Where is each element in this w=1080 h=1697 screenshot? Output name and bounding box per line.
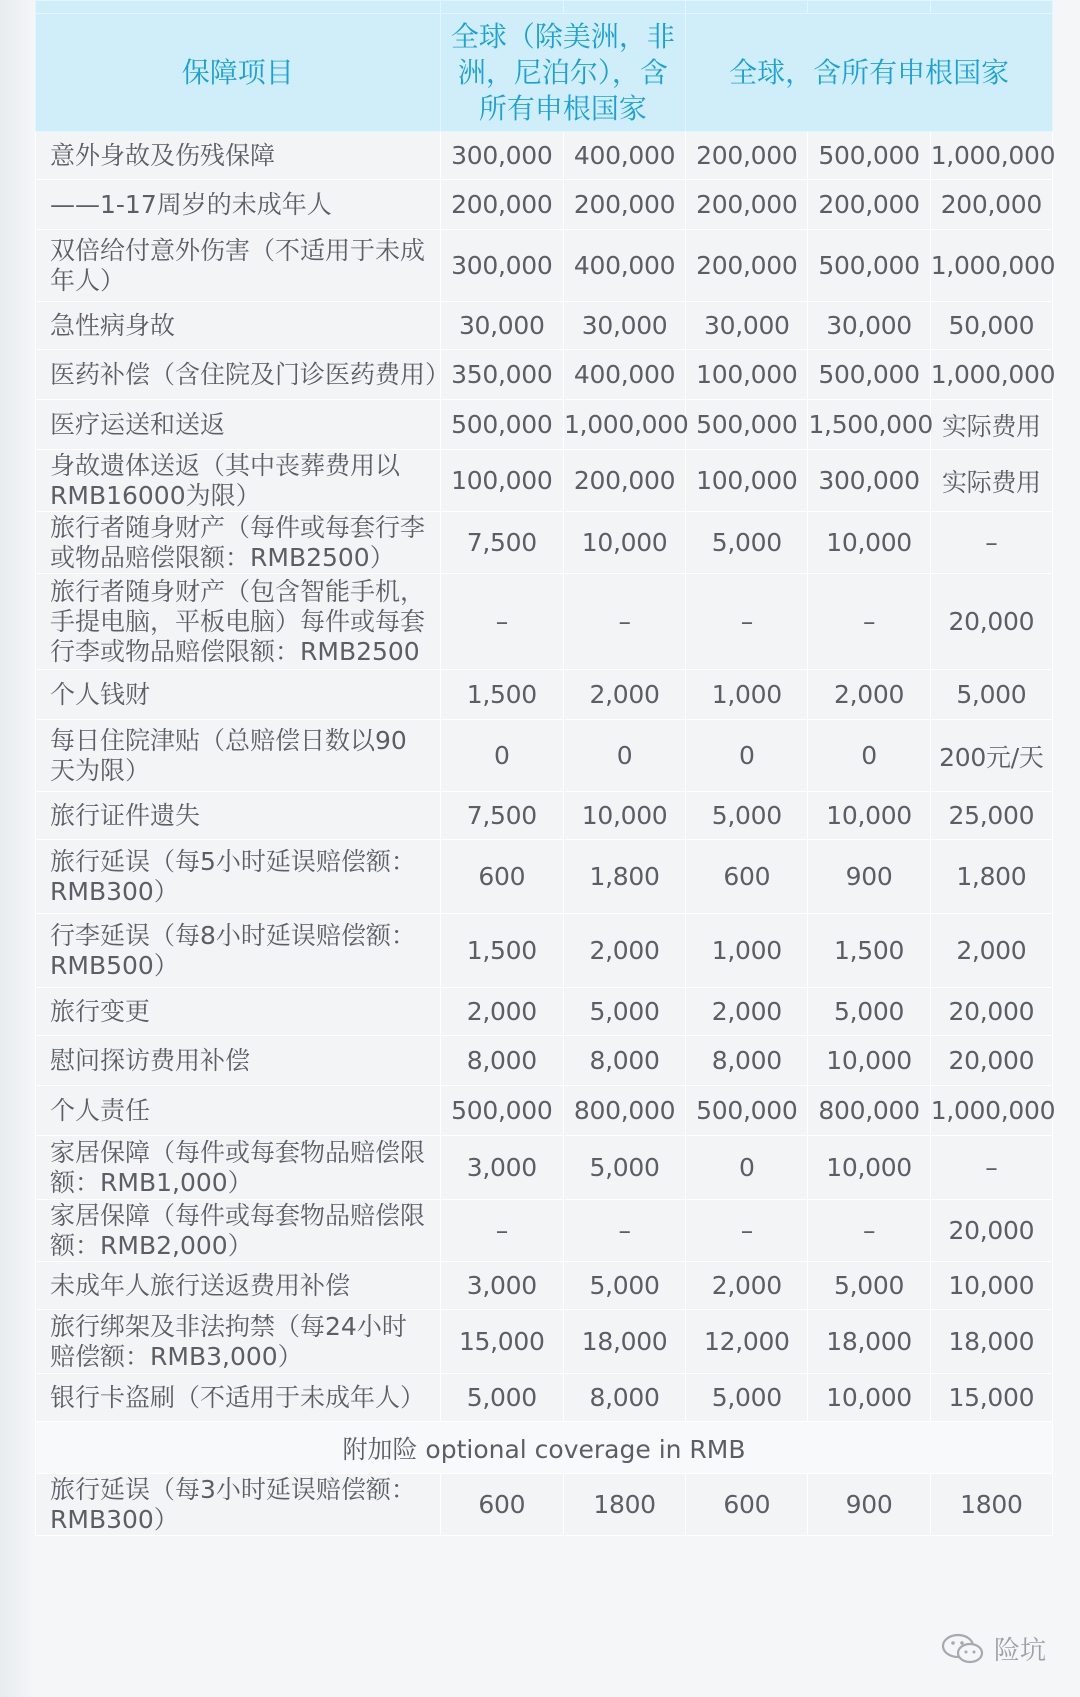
cell: – bbox=[808, 1200, 930, 1262]
cell: 5,000 bbox=[686, 512, 808, 574]
cell: 8,000 bbox=[440, 1036, 563, 1086]
cell: 600 bbox=[686, 1474, 808, 1536]
cell: – bbox=[930, 1136, 1052, 1200]
row-label: 身故遗体送返（其中丧葬费用以RMB16000为限） bbox=[36, 450, 441, 512]
table-row bbox=[36, 1136, 1053, 1200]
cell: – bbox=[563, 574, 685, 670]
cell: 5,000 bbox=[686, 792, 808, 840]
cell: 实际费用 bbox=[930, 450, 1052, 512]
row-label: 意外身故及伤残保障 bbox=[36, 132, 441, 180]
cell: 200,000 bbox=[440, 180, 563, 230]
cell: 1,500 bbox=[440, 670, 563, 720]
cell: 1,000,000 bbox=[563, 400, 685, 450]
cell: 10,000 bbox=[808, 1374, 930, 1422]
cell: 10,000 bbox=[930, 1262, 1052, 1310]
table-row bbox=[36, 302, 1053, 350]
table-row bbox=[36, 512, 1053, 574]
cell: – bbox=[930, 512, 1052, 574]
header-region-1: 全球（除美洲，非洲，尼泊尔），含所有申根国家 bbox=[440, 14, 686, 132]
cell: 600 bbox=[686, 840, 808, 914]
cell: 5,000 bbox=[686, 1374, 808, 1422]
table-row bbox=[36, 792, 1053, 840]
cell: 2,000 bbox=[563, 670, 685, 720]
cell: 0 bbox=[808, 720, 930, 792]
cell: 0 bbox=[563, 720, 685, 792]
wechat-icon bbox=[940, 1632, 986, 1666]
cell: 800,000 bbox=[563, 1086, 685, 1136]
table-row bbox=[36, 400, 1053, 450]
cell: 200元/天 bbox=[930, 720, 1052, 792]
cell: 20,000 bbox=[930, 1036, 1052, 1086]
cell: 200,000 bbox=[686, 132, 808, 180]
cell: 200,000 bbox=[686, 230, 808, 302]
cell: 1,000,000 bbox=[930, 1086, 1052, 1136]
cell: 30,000 bbox=[808, 302, 930, 350]
table-row bbox=[36, 1310, 1053, 1374]
watermark-text: 险坑 bbox=[994, 1636, 1047, 1666]
cell: – bbox=[440, 574, 563, 670]
watermark bbox=[940, 1630, 1046, 1667]
table-row bbox=[36, 574, 1053, 670]
cell: – bbox=[563, 1200, 685, 1262]
cell: 10,000 bbox=[563, 512, 685, 574]
cell: 8,000 bbox=[686, 1036, 808, 1086]
cell: 18,000 bbox=[930, 1310, 1052, 1374]
cell: 200,000 bbox=[563, 180, 685, 230]
cell: 1800 bbox=[563, 1474, 685, 1536]
row-label: 银行卡盗刷（不适用于未成年人） bbox=[36, 1374, 441, 1422]
cell: 15,000 bbox=[930, 1374, 1052, 1422]
cell: 1,500 bbox=[808, 914, 930, 988]
cell: 500,000 bbox=[808, 350, 930, 400]
row-label: 每日住院津贴（总赔偿日数以90天为限） bbox=[36, 720, 441, 792]
row-label: 医疗运送和送返 bbox=[36, 400, 441, 450]
cell: 15,000 bbox=[440, 1310, 563, 1374]
table-row bbox=[36, 914, 1053, 988]
row-label: 旅行延误（每3小时延误赔偿额：RMB300） bbox=[36, 1474, 441, 1536]
cell: 1,000 bbox=[686, 914, 808, 988]
page-left-shadow bbox=[0, 0, 35, 1697]
cell: 10,000 bbox=[808, 1036, 930, 1086]
row-label: 旅行者随身财产（每件或每套行李或物品赔偿限额：RMB2500） bbox=[36, 512, 441, 574]
table-row bbox=[36, 720, 1053, 792]
cell: 18,000 bbox=[808, 1310, 930, 1374]
table-row bbox=[36, 450, 1053, 512]
row-label: 双倍给付意外伤害（不适用于未成年人） bbox=[36, 230, 441, 302]
cell: 实际费用 bbox=[930, 400, 1052, 450]
row-label: 家居保障（每件或每套物品赔偿限额：RMB2,000） bbox=[36, 1200, 441, 1262]
cell: 100,000 bbox=[440, 450, 563, 512]
header-region-2: 全球，含所有申根国家 bbox=[686, 14, 1053, 132]
cell: 500,000 bbox=[808, 230, 930, 302]
cell: 1,000,000 bbox=[930, 350, 1052, 400]
cell: 900 bbox=[808, 840, 930, 914]
cell: 18,000 bbox=[563, 1310, 685, 1374]
table-row bbox=[36, 670, 1053, 720]
cell: 3,000 bbox=[440, 1262, 563, 1310]
cell: 50,000 bbox=[930, 302, 1052, 350]
table-row bbox=[36, 132, 1053, 180]
cell: 10,000 bbox=[808, 792, 930, 840]
cell: 1,800 bbox=[563, 840, 685, 914]
cell: 30,000 bbox=[686, 302, 808, 350]
row-label: 行李延误（每8小时延误赔偿额：RMB500） bbox=[36, 914, 441, 988]
cell: 200,000 bbox=[808, 180, 930, 230]
cell: 5,000 bbox=[563, 1136, 685, 1200]
table-row bbox=[36, 1374, 1053, 1422]
table-row bbox=[36, 1474, 1053, 1536]
cell: 5,000 bbox=[563, 1262, 685, 1310]
cell: 5,000 bbox=[808, 1262, 930, 1310]
cell: 400,000 bbox=[563, 230, 685, 302]
row-label: 个人钱财 bbox=[36, 670, 441, 720]
table-row bbox=[36, 1200, 1053, 1262]
cell: 20,000 bbox=[930, 1200, 1052, 1262]
cell: 10,000 bbox=[808, 1136, 930, 1200]
cell: 20,000 bbox=[930, 574, 1052, 670]
row-label: 旅行者随身财产（包含智能手机，手提电脑，平板电脑）每件或每套行李或物品赔偿限额：RMB2500 bbox=[36, 574, 441, 670]
cell: 1,500,000 bbox=[808, 400, 930, 450]
cell: 500,000 bbox=[440, 400, 563, 450]
cell: 0 bbox=[440, 720, 563, 792]
cell: 500,000 bbox=[440, 1086, 563, 1136]
cell: 600 bbox=[440, 840, 563, 914]
cell: 300,000 bbox=[440, 230, 563, 302]
row-label: 医药补偿（含住院及门诊医药费用） bbox=[36, 350, 441, 400]
cell: 500,000 bbox=[808, 132, 930, 180]
row-label: 旅行绑架及非法拘禁（每24小时赔偿额：RMB3,000） bbox=[36, 1310, 441, 1374]
cell: 30,000 bbox=[563, 302, 685, 350]
header-coverage-item: 保障项目 bbox=[36, 14, 441, 132]
cell: 12,000 bbox=[686, 1310, 808, 1374]
cell: 10,000 bbox=[563, 792, 685, 840]
cell: 25,000 bbox=[930, 792, 1052, 840]
cell: 8,000 bbox=[563, 1036, 685, 1086]
table-row bbox=[36, 1086, 1053, 1136]
table-row bbox=[36, 350, 1053, 400]
cell: 8,000 bbox=[563, 1374, 685, 1422]
row-label: 个人责任 bbox=[36, 1086, 441, 1136]
coverage-table-container bbox=[35, 0, 1056, 1536]
cell: 2,000 bbox=[686, 988, 808, 1036]
cell: 2,000 bbox=[440, 988, 563, 1036]
cell: 500,000 bbox=[686, 400, 808, 450]
row-label: 家居保障（每件或每套物品赔偿限额：RMB1,000） bbox=[36, 1136, 441, 1200]
cell: – bbox=[686, 574, 808, 670]
row-label: 旅行延误（每5小时延误赔偿额：RMB300） bbox=[36, 840, 441, 914]
cell: 7,500 bbox=[440, 512, 563, 574]
cell: 30,000 bbox=[440, 302, 563, 350]
cell: 200,000 bbox=[930, 180, 1052, 230]
cell: 1800 bbox=[930, 1474, 1052, 1536]
optional-coverage-section-header bbox=[36, 1422, 1053, 1474]
cell: 2,000 bbox=[808, 670, 930, 720]
cell: 5,000 bbox=[440, 1374, 563, 1422]
cell: – bbox=[686, 1200, 808, 1262]
cell: 5,000 bbox=[930, 670, 1052, 720]
cell: 300,000 bbox=[440, 132, 563, 180]
cell: 1,000,000 bbox=[930, 230, 1052, 302]
cell: 2,000 bbox=[930, 914, 1052, 988]
row-label: 急性病身故 bbox=[36, 302, 441, 350]
row-label: ——1-17周岁的未成年人 bbox=[36, 180, 441, 230]
table-row bbox=[36, 230, 1053, 302]
cell: 5,000 bbox=[808, 988, 930, 1036]
table-row bbox=[36, 180, 1053, 230]
row-label: 未成年人旅行送返费用补偿 bbox=[36, 1262, 441, 1310]
cell: 2,000 bbox=[563, 914, 685, 988]
cell: 3,000 bbox=[440, 1136, 563, 1200]
cell: 2,000 bbox=[686, 1262, 808, 1310]
cell: 1,500 bbox=[440, 914, 563, 988]
cell: 100,000 bbox=[686, 350, 808, 400]
cell: 900 bbox=[808, 1474, 930, 1536]
header-top-strip bbox=[36, 1, 1053, 14]
cell: 1,000,000 bbox=[930, 132, 1052, 180]
table-row bbox=[36, 1262, 1053, 1310]
row-label: 慰问探访费用补偿 bbox=[36, 1036, 441, 1086]
cell: – bbox=[440, 1200, 563, 1262]
row-label: 旅行证件遗失 bbox=[36, 792, 441, 840]
cell: 5,000 bbox=[563, 988, 685, 1036]
table-header-row bbox=[36, 14, 1053, 132]
cell: 100,000 bbox=[686, 450, 808, 512]
cell: 300,000 bbox=[808, 450, 930, 512]
cell: 800,000 bbox=[808, 1086, 930, 1136]
cell: 0 bbox=[686, 720, 808, 792]
row-label: 旅行变更 bbox=[36, 988, 441, 1036]
cell: 400,000 bbox=[563, 350, 685, 400]
table-row bbox=[36, 1036, 1053, 1086]
cell: 1,800 bbox=[930, 840, 1052, 914]
cell: 400,000 bbox=[563, 132, 685, 180]
cell: 0 bbox=[686, 1136, 808, 1200]
table-row bbox=[36, 988, 1053, 1036]
cell: 10,000 bbox=[808, 512, 930, 574]
section-title: 附加险 optional coverage in RMB bbox=[36, 1422, 1053, 1474]
table-row bbox=[36, 840, 1053, 914]
cell: 200,000 bbox=[563, 450, 685, 512]
cell: 1,000 bbox=[686, 670, 808, 720]
cell: 200,000 bbox=[686, 180, 808, 230]
cell: 350,000 bbox=[440, 350, 563, 400]
cell: 500,000 bbox=[686, 1086, 808, 1136]
cell: 600 bbox=[440, 1474, 563, 1536]
coverage-table bbox=[35, 0, 1056, 1536]
cell: – bbox=[808, 574, 930, 670]
cell: 20,000 bbox=[930, 988, 1052, 1036]
cell: 7,500 bbox=[440, 792, 563, 840]
